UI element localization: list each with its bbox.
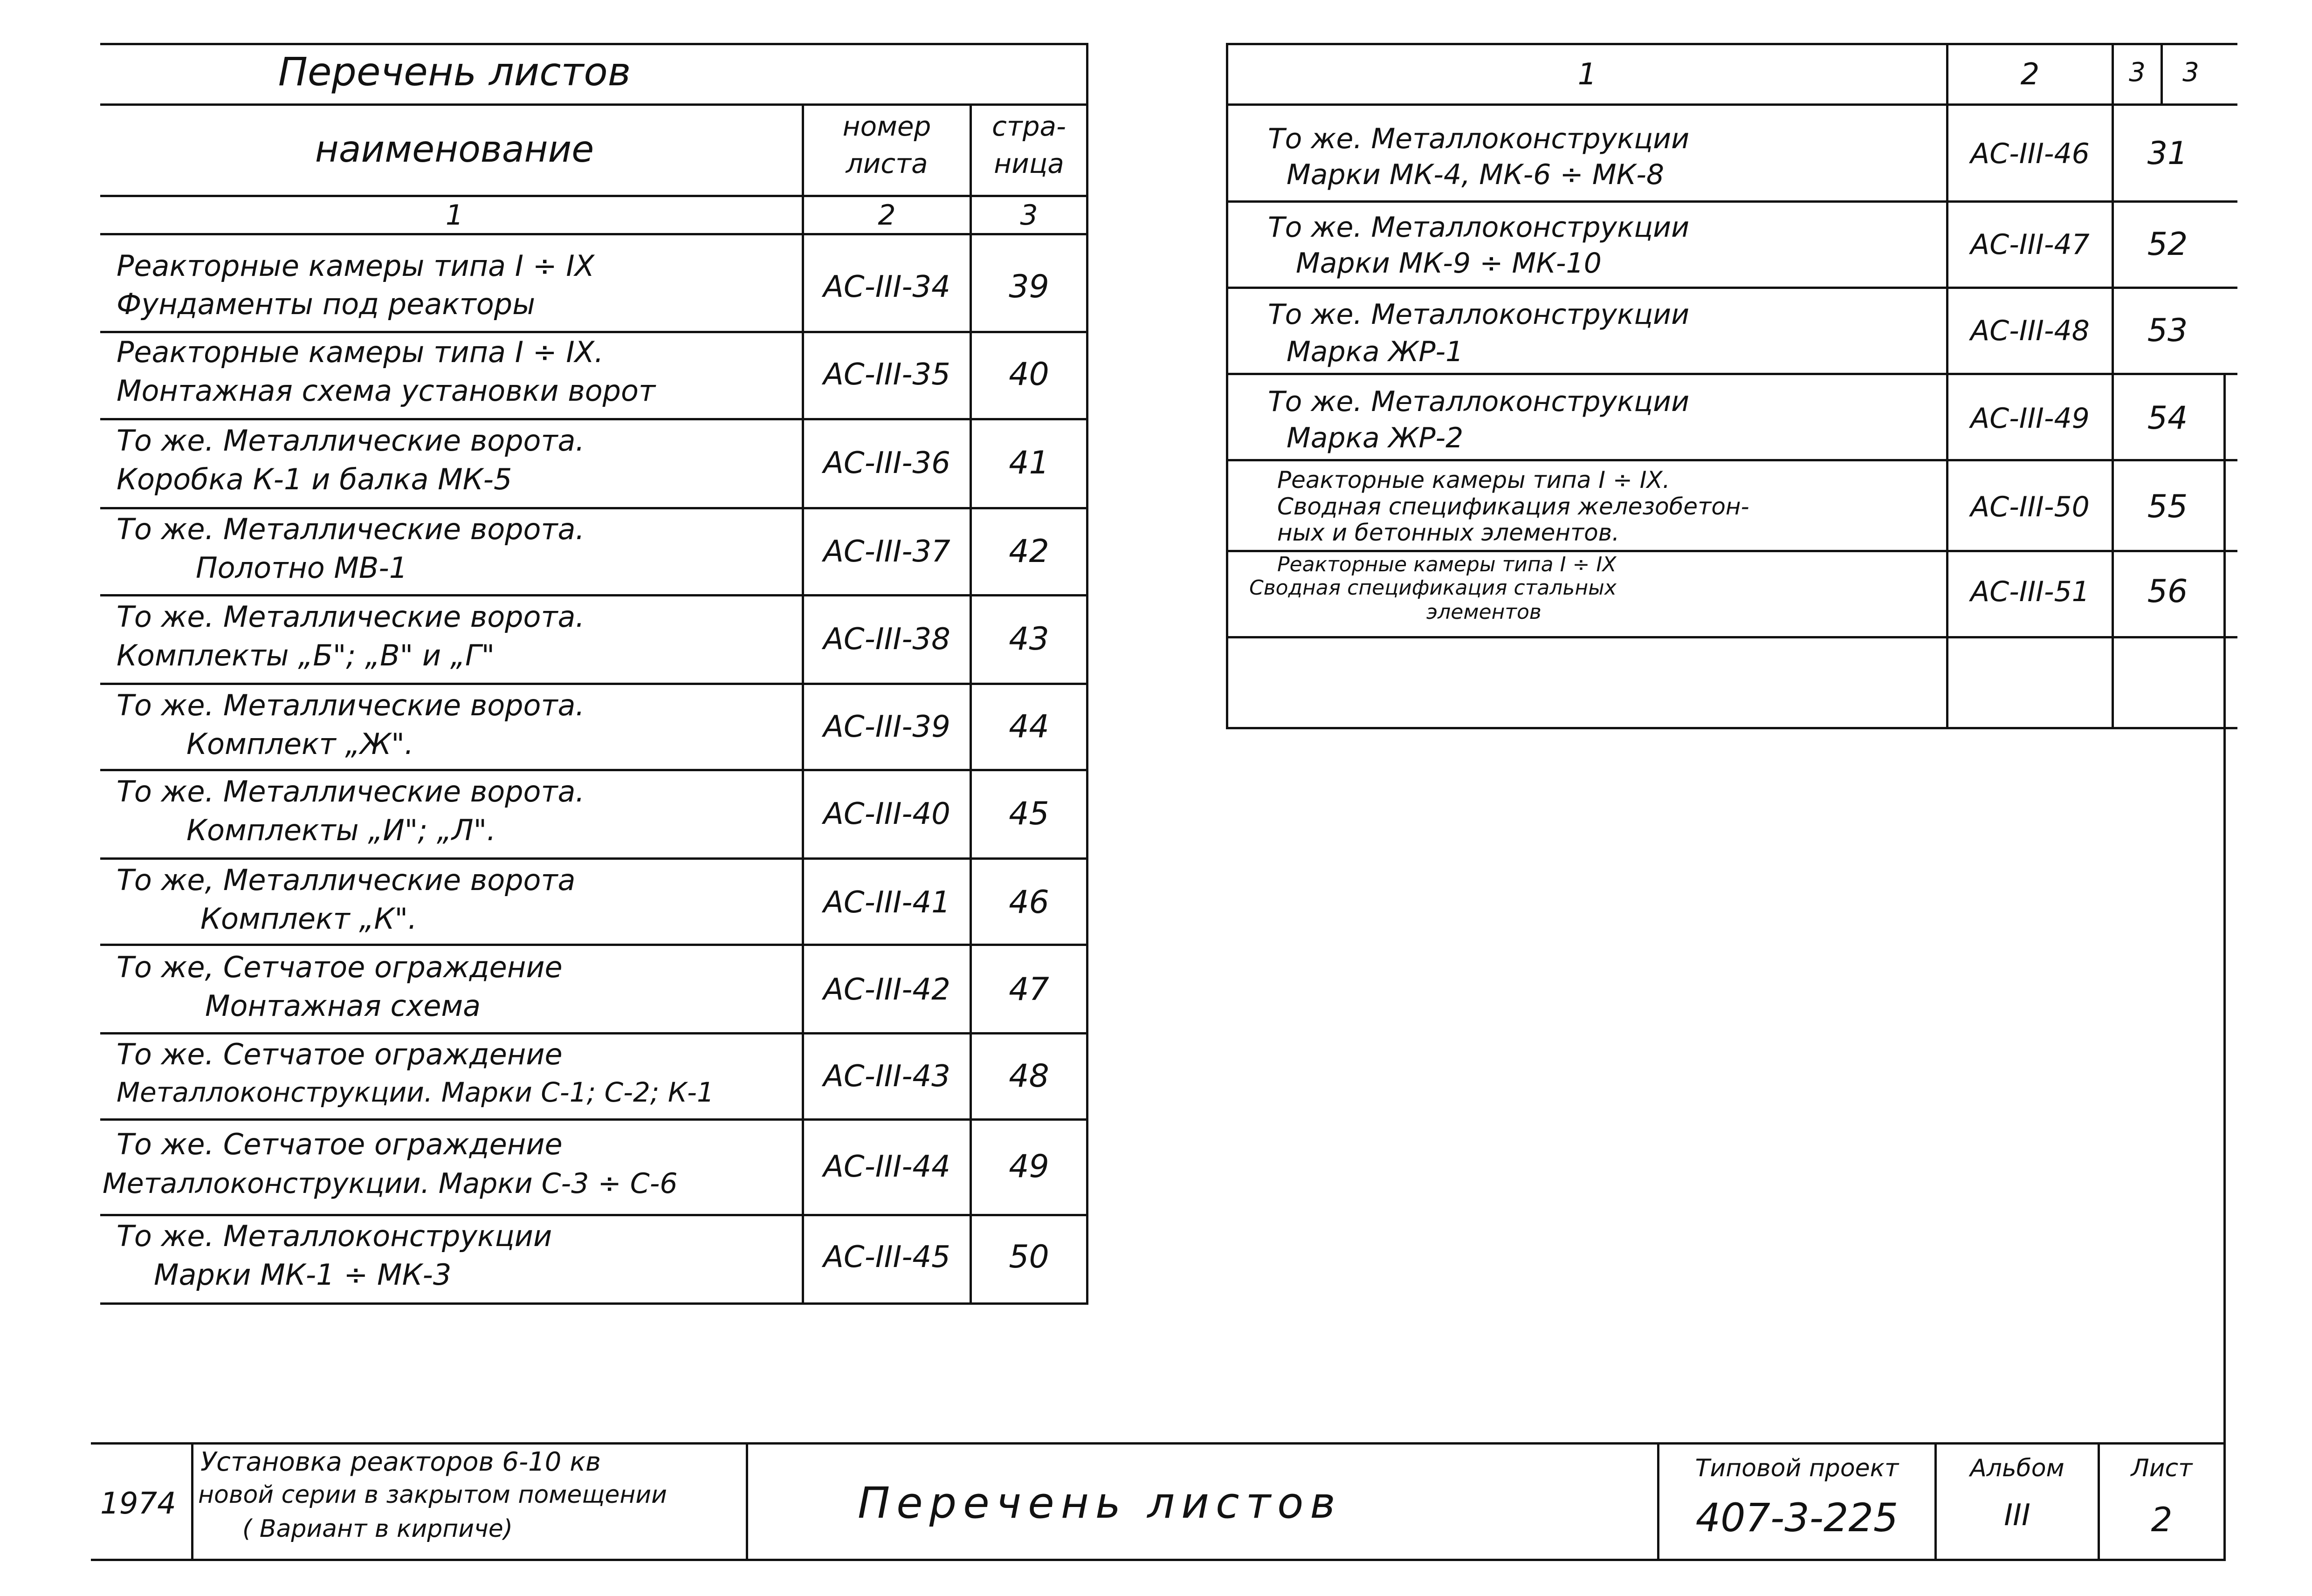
column-number: 1 xyxy=(1577,57,1597,92)
row-subtitle: Металлоконструкции. Марки С-3 ÷ С-6 xyxy=(103,1167,678,1200)
sheet-code: АС-III-40 xyxy=(823,797,950,831)
rule xyxy=(1226,373,2237,375)
rule xyxy=(1226,43,1228,729)
row-subtitle: ных и бетонных элементов. xyxy=(1277,519,1620,546)
rule xyxy=(1226,727,2237,729)
page-number: 45 xyxy=(1009,795,1049,832)
page-number: 52 xyxy=(2147,226,2188,263)
row-rule xyxy=(100,1118,1088,1121)
rule xyxy=(191,1442,193,1561)
column-number: 3 xyxy=(2182,57,2199,88)
rule xyxy=(100,43,1088,45)
page-number: 54 xyxy=(2147,400,2188,437)
sheet-code: АС-III-43 xyxy=(823,1059,950,1094)
page-number: 56 xyxy=(2147,573,2188,610)
row-rule xyxy=(100,331,1088,333)
rule xyxy=(1086,43,1088,1305)
column-number: 1 xyxy=(445,199,464,232)
row-title: Реакторные камеры типа I ÷ IX xyxy=(1277,553,1617,576)
row-subtitle: Сводная спецификация железобетон- xyxy=(1277,493,1749,520)
frame-border xyxy=(91,1559,2226,1561)
page-number: 39 xyxy=(1009,268,1049,305)
page-number: 53 xyxy=(2147,312,2188,349)
rule xyxy=(100,103,1088,106)
sheet-code: АС-III-36 xyxy=(823,446,950,480)
row-title: То же. Металлические ворота. xyxy=(117,600,585,634)
row-subtitle: Комплекты „И"; „Л". xyxy=(186,813,496,847)
sheet-code: АС-III-37 xyxy=(823,534,950,569)
row-title: То же. Металлоконструкции xyxy=(1268,385,1690,418)
row-title: То же, Сетчатое ограждение xyxy=(117,950,563,984)
row-subtitle: Комплект „К". xyxy=(200,902,417,936)
row-rule xyxy=(100,418,1088,420)
column-number: 2 xyxy=(2020,57,2040,92)
row-subtitle: Монтажная схема xyxy=(205,989,481,1023)
album-label: Альбом xyxy=(1970,1454,2064,1482)
column-number: 3 xyxy=(2129,57,2146,88)
row-rule xyxy=(100,944,1088,946)
row-subtitle: Марка ЖР-1 xyxy=(1287,336,1464,368)
page-number: 48 xyxy=(1009,1058,1049,1095)
row-title: То же. Металлоконструкции xyxy=(117,1219,552,1253)
column-header-name: наименование xyxy=(315,129,594,171)
column-header-sheet-number: листа xyxy=(846,148,928,179)
row-title: То же. Металлоконструкции xyxy=(1268,123,1690,155)
page-number: 31 xyxy=(2147,135,2188,172)
sheet-code: АС-III-42 xyxy=(823,973,950,1007)
sheet-label: Лист xyxy=(2131,1454,2193,1482)
row-title: То же. Металлические ворота. xyxy=(117,512,585,546)
row-title: То же. Сетчатое ограждение xyxy=(117,1127,563,1161)
rule xyxy=(1226,103,2237,106)
sheet-code: АС-III-34 xyxy=(823,270,950,304)
sheet-code: АС-III-41 xyxy=(823,885,950,920)
page-number: 44 xyxy=(1009,708,1049,745)
sheet-title: Перечень листов xyxy=(858,1478,1342,1528)
row-subtitle: Монтажная схема установки ворот xyxy=(117,374,656,408)
rule xyxy=(100,1302,1088,1305)
row-title: То же. Металлические ворота. xyxy=(117,424,585,458)
row-title: Реакторные камеры типа I ÷ IX xyxy=(117,249,595,283)
frame-border xyxy=(2223,373,2226,1561)
project-description: Установка реакторов 6-10 кв xyxy=(200,1447,601,1477)
rule xyxy=(1226,200,2237,203)
column-number: 3 xyxy=(1020,199,1038,232)
row-rule xyxy=(100,594,1088,596)
rule xyxy=(100,195,1088,197)
sheet-code: АС-III-35 xyxy=(823,357,950,392)
project-description: ( Вариант в кирпиче) xyxy=(242,1515,513,1543)
page-number: 41 xyxy=(1009,445,1049,481)
row-rule xyxy=(100,769,1088,771)
row-subtitle: элементов xyxy=(1426,600,1541,624)
row-subtitle: Марки МК-4, МК-6 ÷ МК-8 xyxy=(1287,158,1665,191)
rule xyxy=(1226,636,2237,638)
page-number: 42 xyxy=(1009,533,1049,570)
sheet-value: 2 xyxy=(2151,1500,2173,1539)
page-number: 55 xyxy=(2147,488,2188,525)
row-subtitle: Комплект „Ж". xyxy=(186,727,414,761)
row-subtitle: Сводная спецификация стальных xyxy=(1249,576,1617,600)
row-title: Реакторные камеры типа I ÷ IX. xyxy=(1277,466,1670,493)
frame-border xyxy=(91,1442,2226,1445)
row-title: То же. Металлические ворота. xyxy=(117,688,585,722)
row-rule xyxy=(100,1214,1088,1216)
sheet-code: АС-III-48 xyxy=(1970,315,2090,347)
row-subtitle: Фундаменты под реакторы xyxy=(117,287,536,321)
column-header-page: ница xyxy=(994,148,1064,179)
sheet-code: АС-III-50 xyxy=(1970,491,2090,523)
sheet-code: АС-III-45 xyxy=(823,1240,950,1274)
rule xyxy=(746,1442,748,1561)
row-rule xyxy=(100,857,1088,860)
project-description: новой серии в закрытом помещении xyxy=(198,1481,667,1509)
row-title: Реакторные камеры типа I ÷ IX. xyxy=(117,335,604,369)
column-header-sheet-number: номер xyxy=(842,110,931,142)
rule xyxy=(100,233,1088,235)
page-number: 50 xyxy=(1009,1239,1049,1275)
row-rule xyxy=(100,507,1088,509)
row-title: То же. Металлические ворота. xyxy=(117,774,585,808)
row-subtitle: Комплекты „Б"; „В" и „Г" xyxy=(117,638,495,672)
sheet-code: АС-III-38 xyxy=(823,622,950,657)
row-subtitle: Коробка К-1 и балка МК-5 xyxy=(117,462,512,496)
row-title: То же. Металлоконструкции xyxy=(1268,298,1690,331)
page-number: 43 xyxy=(1009,621,1049,658)
page-number: 47 xyxy=(1009,971,1049,1008)
row-subtitle: Марки МК-9 ÷ МК-10 xyxy=(1296,247,1602,280)
year: 1974 xyxy=(100,1486,176,1521)
sheet-code: АС-III-39 xyxy=(823,710,950,744)
row-title: То же, Металлические ворота xyxy=(117,863,576,897)
rule xyxy=(1226,287,2237,289)
row-subtitle: Марки МК-1 ÷ МК-3 xyxy=(154,1258,452,1292)
rule xyxy=(1226,43,2237,45)
row-rule xyxy=(100,683,1088,685)
row-subtitle: Металлоконструкции. Марки С-1; С-2; К-1 xyxy=(117,1076,714,1108)
sheet-code: АС-III-44 xyxy=(823,1150,950,1184)
row-subtitle: Марка ЖР-2 xyxy=(1287,422,1464,454)
page-number: 40 xyxy=(1009,356,1049,393)
table-title: Перечень листов xyxy=(278,49,631,95)
project-label: Типовой проект xyxy=(1695,1454,1899,1482)
sheet-code: АС-III-51 xyxy=(1970,575,2090,608)
project-number: 407-3-225 xyxy=(1695,1495,1899,1541)
column-number: 2 xyxy=(878,199,896,232)
row-title: То же. Металлоконструкции xyxy=(1268,211,1690,244)
sheet-code: АС-III-49 xyxy=(1970,402,2090,435)
page-number: 49 xyxy=(1009,1148,1049,1185)
column-header-page: стра- xyxy=(992,110,1066,142)
sheet-code: АС-III-46 xyxy=(1970,137,2090,170)
row-subtitle: Полотно МВ-1 xyxy=(196,551,408,585)
row-rule xyxy=(100,1032,1088,1034)
page-number: 46 xyxy=(1009,884,1049,921)
sheet-code: АС-III-47 xyxy=(1970,228,2090,261)
rule xyxy=(1226,550,2237,552)
album-value: III xyxy=(2004,1498,2030,1533)
row-title: То же. Сетчатое ограждение xyxy=(117,1037,563,1071)
rule xyxy=(1226,459,2237,461)
